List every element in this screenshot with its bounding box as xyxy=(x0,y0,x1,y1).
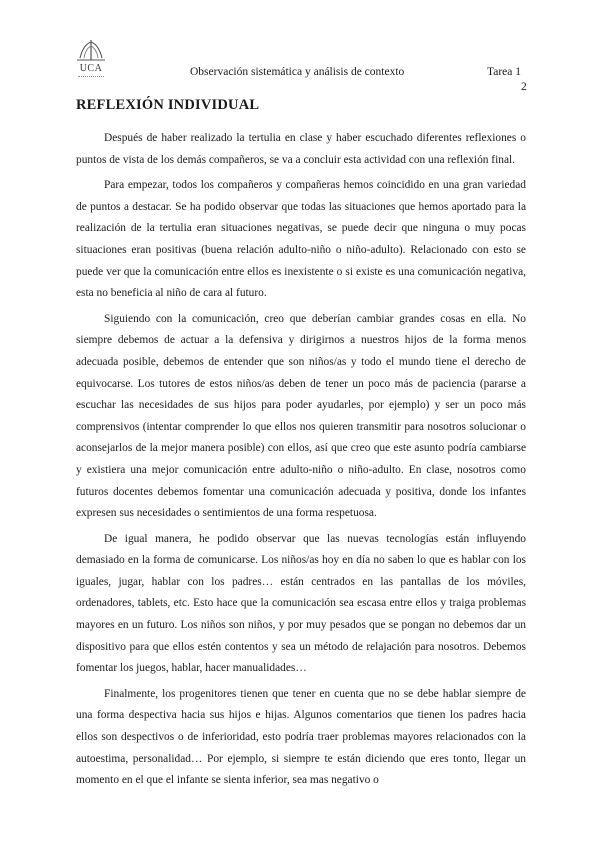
header-title: Observación sistemática y análisis de contexto xyxy=(190,66,405,78)
paragraph: Finalmente, los progenitores tienen que tener en cuenta que no se debe hablar siempre de una forma despectiva hacia sus hijos e hijas. Algunos comentarios que tienen los padres hacia ellos son despectivos o de inferioridad, esto podría traer problemas mayores relacionados con la autoestima, personalidad… Por ejemplo, si siempre te están diciendo que eres tonto, llegar un momento en el que el infante se sienta inferior, sea mas negativo o xyxy=(76,687,526,787)
document-body xyxy=(76,128,526,796)
university-emblem-icon xyxy=(74,38,108,62)
logo-subline xyxy=(78,76,104,81)
university-logo xyxy=(74,38,108,82)
paragraph: Después de haber realizado la tertulia en clase y haber escuchado diferentes reflexiones o puntos de vista de los demás compañeros, se va a concluir esta actividad con una reflexión final. xyxy=(76,132,526,166)
paragraph: De igual manera, he podido observar que las nuevas tecnologías están influyendo demasiado en la forma de comunicarse. Los niños/as hoy en día no saben lo que es hablar con los iguales, jugar, hablar con los padres… están centrados en las pantallas de los móviles, ordenadores, tablets, etc. Esto hace que la comunicación sea escasa entre ellos y traiga problemas mayores en un futuro. Los niños son niños, y por muy pesados que se pongan no debemos dar un dispositivo para que ellos estén contentos y sea un método de relajación para nosotros. Debemos fomentar los juegos, hablar, hacer manualidades… xyxy=(76,532,526,675)
section-heading: REFLEXIÓN INDIVIDUAL xyxy=(76,97,260,113)
header-task: Tarea 1 xyxy=(487,66,521,78)
page-number: 2 xyxy=(521,81,527,93)
paragraph: Siguiendo con la comunicación, creo que deberían cambiar grandes cosas en ella. No siempre debemos de actuar a la defensiva y dirigirnos a nuestros hijos de la forma menos adecuada posible, debemos de entender que son niños/as y todo el mundo tiene el derecho de equivocarse. Los tutores de estos niños/as deben de tener un poco más de paciencia (pararse a escuchar las necesidades de sus hijos para poder ayudarles, por ejemplo) y ser un poco más comprensivos (intentar comprender lo que ellos nos quieren transmitir para nosotros solucionar o aconsejarlos de la mejor manera posible) con ellos, así que creo que este asunto podría cambiarse y existiera una mejor comunicación entre adulto-niño o niño-adulto. En clase, nosotros como futuros docentes debemos fomentar una comunicación adecuada y positiva, donde los infantes expresen sus necesidades o sentimientos de una forma respetuosa. xyxy=(76,312,526,520)
logo-text: UCA xyxy=(79,63,103,74)
paragraph: Para empezar, todos los compañeros y compañeras hemos coincidido en una gran variedad de puntos a destacar. Se ha podido observar que todas las situaciones que hemos aportado para la realización de la tertulia eran situaciones negativas, se puede decir que ninguna o muy pocas situaciones eran positivas (buena relación adulto-niño o niño-adulto). Relacionado con esto se puede ver que la comunicación entre ellos es inexistente o si existe es una comunicación negativa, esta no beneficia al niño de cara al futuro. xyxy=(76,179,526,300)
